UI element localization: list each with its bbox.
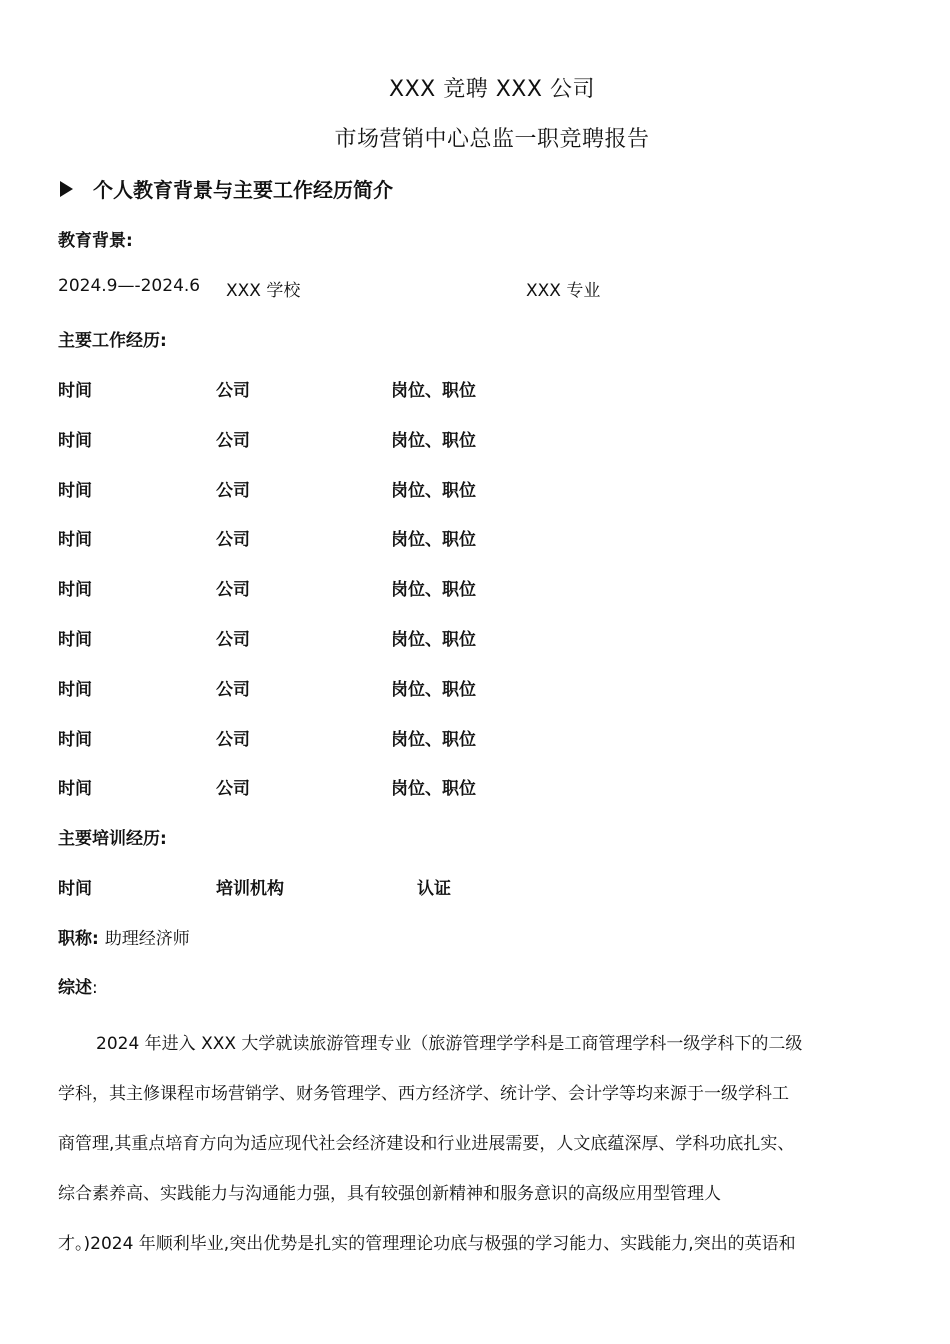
work-row-time: 时间 xyxy=(58,730,92,750)
work-row-company: 公司 xyxy=(216,431,250,451)
title-rank xyxy=(58,924,190,949)
document-title-line1: XXX 竞聘 XXX 公司 xyxy=(389,77,595,102)
section-heading-text: 个人教育背景与主要工作经历简介 xyxy=(93,178,393,202)
work-label: 主要工作经历: xyxy=(58,331,167,351)
work-row-company: 公司 xyxy=(216,381,250,401)
work-row-position: 岗位、职位 xyxy=(391,779,476,799)
work-row-company: 公司 xyxy=(216,481,250,501)
summary-heading xyxy=(58,973,98,998)
training-institution: 培训机构 xyxy=(216,879,284,899)
education-label: 教育背景: xyxy=(58,231,133,251)
summary-line-5: 才。)2024 年顺利毕业,突出优势是扎实的管理理论功底与极强的学习能力、实践能力,突出的英语和 xyxy=(58,1234,796,1254)
education-major: XXX 专业 xyxy=(526,281,601,301)
work-row-position: 岗位、职位 xyxy=(391,481,476,501)
training-label: 主要培训经历: xyxy=(58,829,167,849)
work-row-company: 公司 xyxy=(216,730,250,750)
work-row-position: 岗位、职位 xyxy=(391,730,476,750)
work-row-time: 时间 xyxy=(58,381,92,401)
title-rank-label: 职称: xyxy=(58,929,99,949)
work-row-time: 时间 xyxy=(58,580,92,600)
work-row-time: 时间 xyxy=(58,680,92,700)
work-row-company: 公司 xyxy=(216,580,250,600)
work-row-position: 岗位、职位 xyxy=(391,630,476,650)
summary-line-2: 学科，其主修课程市场营销学、财务管理学、西方经济学、统计学、会计学等均来源于一级学科工 xyxy=(58,1084,789,1104)
training-time: 时间 xyxy=(58,879,92,899)
work-row-position: 岗位、职位 xyxy=(391,580,476,600)
arrow-bullet-icon xyxy=(60,181,73,197)
work-row-position: 岗位、职位 xyxy=(391,680,476,700)
work-row-time: 时间 xyxy=(58,481,92,501)
summary-label: 综述 xyxy=(58,978,92,998)
work-row-company: 公司 xyxy=(216,779,250,799)
training-cert: 认证 xyxy=(417,879,451,899)
title-rank-value: 助理经济师 xyxy=(104,929,190,949)
education-school: XXX 学校 xyxy=(226,281,301,301)
work-row-position: 岗位、职位 xyxy=(391,431,476,451)
education-dates: 2024.9—-2024.6 xyxy=(58,276,201,296)
summary-colon: : xyxy=(92,978,98,998)
summary-line-1: 2024 年进入 XXX 大学就读旅游管理专业（旅游管理学学科是工商管理学科一级学科下的二级 xyxy=(96,1034,803,1054)
work-row-time: 时间 xyxy=(58,530,92,550)
work-row-position: 岗位、职位 xyxy=(391,381,476,401)
work-row-company: 公司 xyxy=(216,630,250,650)
work-row-company: 公司 xyxy=(216,680,250,700)
work-row-company: 公司 xyxy=(216,530,250,550)
work-row-position: 岗位、职位 xyxy=(391,530,476,550)
summary-line-3: 商管理,其重点培育方向为适应现代社会经济建设和行业进展需要，人文底蕴深厚、学科功底扎实、 xyxy=(58,1134,795,1154)
work-row-time: 时间 xyxy=(58,431,92,451)
work-row-time: 时间 xyxy=(58,779,92,799)
summary-line-4: 综合素养高、实践能力与沟通能力强，具有较强创新精神和服务意识的高级应用型管理人 xyxy=(58,1184,721,1204)
work-row-time: 时间 xyxy=(58,630,92,650)
section-heading xyxy=(58,174,393,203)
document-title-line2: 市场营销中心总监一职竞聘报告 xyxy=(334,127,650,152)
